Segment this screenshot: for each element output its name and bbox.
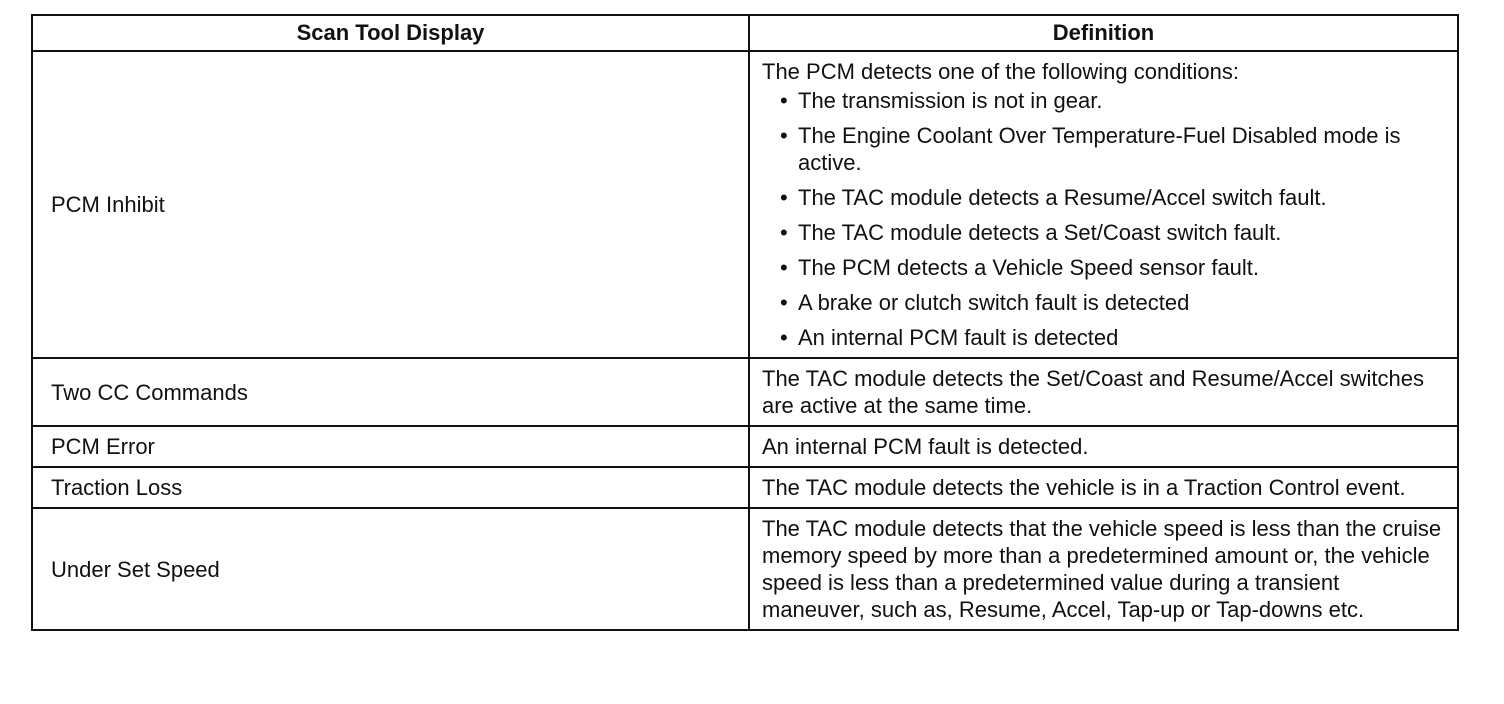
bullet-icon: • xyxy=(780,255,788,280)
table-row xyxy=(32,426,1458,467)
table-row xyxy=(32,508,1458,630)
bullet-text: The TAC module detects a Set/Coast switch fault. xyxy=(798,220,1282,245)
bullet-icon: • xyxy=(780,290,788,315)
bullet-icon: • xyxy=(780,123,788,148)
definition-cell: The TAC module detects the vehicle is in a Traction Control event. xyxy=(749,467,1458,508)
header-row xyxy=(32,15,1458,51)
bullet-text: The transmission is not in gear. xyxy=(798,88,1103,113)
display-cell: Under Set Speed xyxy=(32,508,749,630)
header-scan-tool-display: Scan Tool Display xyxy=(32,15,749,51)
definition-cell xyxy=(749,51,1458,358)
definition-text: The PCM detects one of the following conditions: xyxy=(762,59,1239,84)
list-item xyxy=(762,289,1447,316)
definition-cell: An internal PCM fault is detected. xyxy=(749,426,1458,467)
bullet-text: The PCM detects a Vehicle Speed sensor fault. xyxy=(798,255,1260,280)
scan-tool-definition-table xyxy=(31,14,1459,631)
table-row xyxy=(32,51,1458,358)
display-cell: Two CC Commands xyxy=(32,358,749,426)
bullet-text: A brake or clutch switch fault is detected xyxy=(798,290,1190,315)
table-row xyxy=(32,467,1458,508)
list-item xyxy=(762,219,1447,246)
table-row xyxy=(32,358,1458,426)
display-cell: Traction Loss xyxy=(32,467,749,508)
definition-cell: The TAC module detects the Set/Coast and Resume/Accel switches are active at the same time. xyxy=(749,358,1458,426)
condition-list xyxy=(762,87,1447,351)
list-item xyxy=(762,87,1447,114)
bullet-text: An internal PCM fault is detected xyxy=(798,325,1119,350)
bullet-icon: • xyxy=(780,220,788,245)
definition-cell: The TAC module detects that the vehicle speed is less than the cruise memory speed by more than a predetermined amount or, the vehicle speed is less than a predetermined value during a transient maneuver, such as, Resume, Accel, Tap-up or Tap-downs etc. xyxy=(749,508,1458,630)
list-item xyxy=(762,184,1447,211)
list-item xyxy=(762,122,1447,176)
display-cell: PCM Inhibit xyxy=(32,51,749,358)
bullet-icon: • xyxy=(780,185,788,210)
bullet-icon: • xyxy=(780,88,788,113)
bullet-text: The TAC module detects a Resume/Accel switch fault. xyxy=(798,185,1327,210)
bullet-icon: • xyxy=(780,325,788,350)
header-definition: Definition xyxy=(749,15,1458,51)
bullet-text: The Engine Coolant Over Temperature-Fuel Disabled mode is active. xyxy=(798,123,1401,175)
display-cell: PCM Error xyxy=(32,426,749,467)
list-item xyxy=(762,254,1447,281)
list-item xyxy=(762,324,1447,351)
